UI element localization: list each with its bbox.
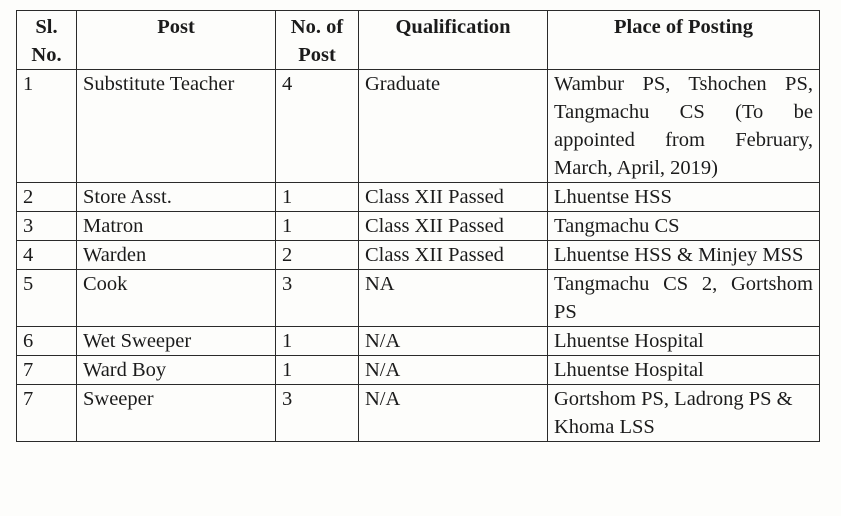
table-row: [17, 356, 820, 385]
table-row: [17, 385, 820, 442]
header-qualification: Qualification: [359, 11, 548, 70]
cell-place-of-posting: Lhuentse HSS: [548, 183, 820, 212]
cell-qualification: N/A: [359, 327, 548, 356]
cell-qualification: Class XII Passed: [359, 241, 548, 270]
cell-no-of-post: 1: [276, 327, 359, 356]
cell-post: Store Asst.: [77, 183, 276, 212]
cell-no-of-post: 1: [276, 183, 359, 212]
cell-no-of-post: 3: [276, 385, 359, 442]
table-row: [17, 212, 820, 241]
cell-no-of-post: 3: [276, 270, 359, 327]
cell-no-of-post: 2: [276, 241, 359, 270]
table-row: [17, 270, 820, 327]
cell-no-of-post: 1: [276, 212, 359, 241]
cell-place-of-posting: Tangmachu CS 2, Gortshom PS: [548, 270, 820, 327]
cell-qualification: Class XII Passed: [359, 183, 548, 212]
cell-place-of-posting: Lhuentse Hospital: [548, 327, 820, 356]
cell-post: Warden: [77, 241, 276, 270]
cell-sl-no: 4: [17, 241, 77, 270]
table-row: [17, 70, 820, 183]
cell-post: Cook: [77, 270, 276, 327]
header-sl-no: Sl. No.: [17, 11, 77, 70]
table-row: [17, 241, 820, 270]
cell-place-of-posting: Wambur PS, Tshochen PS, Tangmachu CS (To be appointed from February, March, April, 2019): [548, 70, 820, 183]
table-row: [17, 183, 820, 212]
header-place-of-posting: Place of Posting: [548, 11, 820, 70]
cell-post: Ward Boy: [77, 356, 276, 385]
cell-sl-no: 1: [17, 70, 77, 183]
table-row: [17, 327, 820, 356]
header-post: Post: [77, 11, 276, 70]
cell-post: Substitute Teacher: [77, 70, 276, 183]
cell-sl-no: 2: [17, 183, 77, 212]
cell-post: Matron: [77, 212, 276, 241]
cell-qualification: Graduate: [359, 70, 548, 183]
cell-qualification: N/A: [359, 385, 548, 442]
cell-no-of-post: 1: [276, 356, 359, 385]
cell-sl-no: 7: [17, 356, 77, 385]
header-row: [17, 11, 820, 70]
cell-qualification: N/A: [359, 356, 548, 385]
cell-place-of-posting: Gortshom PS, Ladrong PS & Khoma LSS: [548, 385, 820, 442]
cell-qualification: NA: [359, 270, 548, 327]
cell-no-of-post: 4: [276, 70, 359, 183]
cell-place-of-posting: Tangmachu CS: [548, 212, 820, 241]
cell-post: Sweeper: [77, 385, 276, 442]
cell-sl-no: 7: [17, 385, 77, 442]
cell-sl-no: 6: [17, 327, 77, 356]
cell-qualification: Class XII Passed: [359, 212, 548, 241]
header-no-of-post: No. of Post: [276, 11, 359, 70]
cell-place-of-posting: Lhuentse HSS & Minjey MSS: [548, 241, 820, 270]
vacancy-table: [16, 10, 820, 442]
cell-sl-no: 3: [17, 212, 77, 241]
cell-post: Wet Sweeper: [77, 327, 276, 356]
cell-place-of-posting: Lhuentse Hospital: [548, 356, 820, 385]
cell-sl-no: 5: [17, 270, 77, 327]
